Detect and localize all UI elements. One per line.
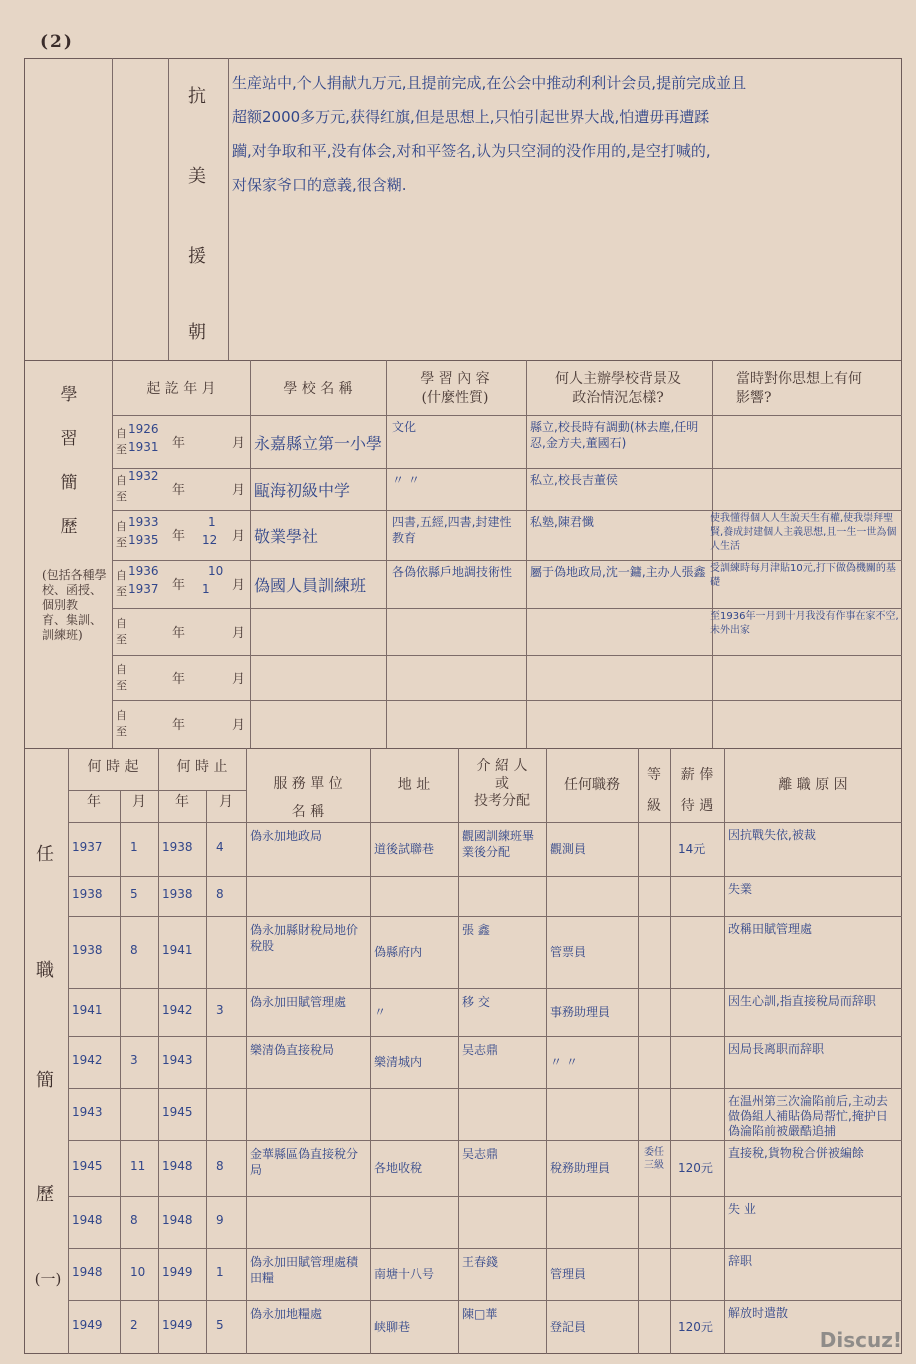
emp-introducer: 吴志鼎: [462, 1147, 499, 1161]
study-header-content: [386, 370, 524, 408]
grid-line-v: [112, 58, 113, 360]
study-row-prefix: 自至: [116, 709, 127, 738]
emp-position: 〃 〃: [550, 1055, 578, 1069]
study-header-content-line2: (什麼性質): [421, 389, 489, 406]
grid-line-v: [712, 360, 713, 748]
study-row-month-word: 月: [232, 578, 246, 593]
label-char: 美: [188, 166, 206, 187]
emp-end-month: 8: [216, 887, 224, 901]
label-char: 習: [60, 429, 78, 449]
study-content: 四書,五經,四書,封建性教育: [392, 515, 512, 545]
study-row-month-word: 月: [232, 435, 246, 451]
study-row-year-word: 年: [172, 483, 186, 498]
study-row-year-word: 年: [172, 718, 186, 733]
emp-start-year: 1948: [72, 1213, 103, 1227]
study-from-year: 1936: [128, 564, 159, 578]
study-row-month-word: 月: [232, 671, 246, 687]
emp-header-end-month: 月: [219, 794, 233, 810]
page-number: (2): [40, 32, 74, 52]
grid-line-h: [112, 655, 902, 656]
study-content: 〃 〃: [392, 473, 420, 487]
grid-line-h: [24, 748, 902, 749]
label-char: 朝: [188, 322, 206, 343]
grid-line-v: [638, 748, 639, 1354]
emp-position: 稅務助理員: [550, 1161, 611, 1175]
emp-header-salary-line2: 待 遇: [680, 797, 714, 814]
study-header-content-line1: 學 習 內 容: [420, 371, 490, 387]
study-background: 私立,校長吉董侯: [530, 473, 618, 487]
emp-end-year: 1945: [162, 1105, 193, 1119]
study-row-prefix: 自至: [116, 520, 127, 549]
grid-line-h: [112, 468, 902, 469]
study-row-year-word: 年: [172, 529, 186, 544]
emp-start-month: 1: [130, 840, 138, 854]
study-to-month: 12: [202, 533, 218, 547]
grid-line-h: [68, 988, 902, 989]
study-school: 敬業學社: [254, 527, 319, 546]
grid-line-v: [112, 360, 113, 748]
emp-start-month: 2: [130, 1318, 138, 1332]
emp-header-grade-line2: 級: [647, 797, 661, 814]
grid-line-h: [68, 1088, 902, 1089]
emp-end-year: 1949: [162, 1265, 193, 1279]
emp-start-month: 8: [130, 943, 138, 957]
emp-unit: 金華縣區偽直接稅分局: [250, 1147, 359, 1177]
study-row-prefix: 自至: [116, 662, 127, 692]
grid-line-v: [158, 748, 159, 1354]
emp-address: 偽縣府内: [374, 945, 423, 959]
emp-end-month: 4: [216, 840, 224, 854]
grid-line-h: [112, 415, 902, 416]
emp-start-year: 1941: [72, 1003, 103, 1017]
grid-line-h: [112, 560, 902, 561]
study-row-prefix: 自至: [116, 426, 127, 456]
emp-introducer: 觀國訓練班畢業後分配: [462, 829, 535, 859]
emp-introducer: 吴志鼎: [462, 1043, 499, 1057]
emp-end-month: 1: [216, 1265, 224, 1279]
study-note: [42, 568, 112, 643]
study-note-line1: (包括各種學校、函授、個別教: [42, 568, 107, 612]
grid-line-h: [68, 876, 902, 877]
emp-header-introducer: [458, 758, 546, 811]
study-background: 縣立,校長時有調動(林去塵,任明忍,金方夫,董國石): [530, 420, 699, 450]
grid-line-v: [228, 58, 229, 360]
label-char: 任: [36, 844, 54, 865]
emp-salary: 120元: [678, 1320, 713, 1334]
emp-position: 管票員: [550, 945, 587, 959]
emp-end-year: 1948: [162, 1159, 193, 1173]
emp-reason: 因生心訓,指直接稅局而辞职: [728, 994, 876, 1008]
study-influence: 至1936年一月到十月我没有作事在家不空,未外出家: [710, 611, 899, 636]
emp-header-start-year: 年: [87, 794, 101, 810]
study-content: 文化: [392, 420, 417, 434]
grid-line-v: [386, 360, 387, 748]
study-header-influence-line1: 當時對你思想上有何: [736, 371, 862, 387]
study-row-month-word: 月: [232, 625, 246, 641]
grid-line-v: [120, 790, 121, 1354]
study-from-year: 1926: [128, 421, 159, 436]
emp-introducer: 移 交: [462, 995, 490, 1009]
study-to-year: 1937: [128, 582, 159, 596]
study-to-year: 1935: [128, 533, 159, 547]
study-background: 私塾,陳君懺: [530, 515, 594, 529]
study-school: 偽國人員訓練班: [254, 576, 367, 595]
emp-unit: 偽永加地糧處: [250, 1307, 323, 1321]
emp-salary: 14元: [678, 842, 706, 856]
grid-line-v: [68, 748, 69, 1354]
emp-start-year: 1948: [72, 1265, 103, 1279]
label-char: 簡: [36, 1070, 54, 1091]
emp-address: 南塘十八号: [374, 1267, 435, 1281]
emp-grade: 委任三級: [644, 1147, 664, 1171]
emp-start-year: 1942: [72, 1053, 103, 1067]
emp-header-address: 地 址: [397, 777, 431, 793]
emp-start-month: 8: [130, 1213, 138, 1227]
emp-unit: 偽永加田賦管理處積田糧: [250, 1255, 359, 1285]
grid-line-v: [526, 360, 527, 748]
grid-line-v: [206, 790, 207, 1354]
study-from-year: 1932: [128, 469, 159, 483]
emp-reason: 失業: [728, 882, 753, 896]
emp-header-unit-line1: 服 務 單 位: [273, 776, 343, 792]
study-header-influence: [712, 370, 902, 408]
emp-end-month: 9: [216, 1213, 224, 1227]
emp-salary: 120元: [678, 1161, 713, 1175]
study-header-school: 學 校 名 稱: [283, 381, 353, 397]
emp-address: 各地收稅: [374, 1161, 423, 1175]
emp-introducer: 張 鑫: [462, 923, 490, 937]
emp-end-year: 1948: [162, 1213, 193, 1227]
study-from-year: 1933: [128, 515, 159, 529]
study-row-prefix: 自至: [116, 474, 127, 503]
study-from-month: 1: [208, 515, 216, 529]
study-header-background-line2: 政治情況怎樣?: [572, 389, 664, 406]
emp-header-start: 何 時 起: [87, 759, 139, 775]
anti-us-text: [232, 66, 896, 202]
emp-header-grade-line1: 等: [647, 767, 661, 783]
emp-end-year: 1938: [162, 840, 193, 854]
emp-header-end: 何 時 止: [176, 759, 228, 775]
study-influence: 使我懂得個人人生說天生有權,使我崇拜聖賢,養成封建個人主義思想,且一生一世為個人生活: [710, 513, 897, 552]
emp-address: 〃: [374, 1005, 387, 1019]
grid-line-v: [250, 360, 251, 748]
emp-reason: 辞职: [728, 1254, 753, 1268]
label-char: 抗: [188, 86, 206, 107]
emp-end-year: 1949: [162, 1318, 193, 1332]
grid-line-h: [24, 360, 902, 361]
label-char: 學: [60, 385, 78, 405]
grid-line-v: [670, 748, 671, 1354]
emp-reason: 直接稅,貨物稅合併被編餘: [728, 1146, 864, 1160]
emp-unit: 偽永加縣財稅局地价稅股: [250, 923, 359, 953]
emp-header-salary: [670, 760, 724, 822]
study-from-month: 10: [208, 564, 224, 578]
emp-end-year: 1942: [162, 1003, 193, 1017]
emp-introducer: 王春錢: [462, 1255, 499, 1269]
anti-us-text-line: 对保家爷口的意義,很含糊.: [232, 176, 407, 194]
study-background: 屬于偽地政局,沈一鏞,主办人張鑫: [530, 565, 706, 579]
study-row-year-word: 年: [172, 671, 186, 687]
study-row-month-word: 月: [232, 529, 246, 544]
emp-position: 管理員: [550, 1267, 587, 1281]
emp-address: 道後試聯巷: [374, 842, 435, 856]
anti-us-text-line: 躏,对争取和平,没有体会,对和平签名,认为只空洞的没作用的,是空打喊的,: [232, 142, 711, 160]
emp-introducer: 陳□華: [462, 1307, 498, 1321]
emp-header-intro-line2: 或: [495, 775, 509, 792]
emp-position: 登記員: [550, 1320, 587, 1334]
emp-header-salary-line1: 薪 俸: [680, 767, 714, 783]
grid-line-v: [168, 58, 169, 360]
grid-line-v: [546, 748, 547, 1354]
emp-end-year: 1941: [162, 943, 193, 957]
watermark-logo: Discuz!: [819, 1328, 902, 1352]
study-school: 永嘉縣立第一小學: [254, 433, 383, 453]
grid-line-h: [112, 608, 902, 609]
anti-us-text-line: 超额2000多万元,获得红旗,但是思想上,只怕引起世界大战,怕遭毋再遭蹂: [232, 108, 710, 126]
emp-header-intro-line1: 介 紹 人: [476, 758, 528, 774]
anti-us-text-line: 生産站中,个人捐献九万元,且提前完成,在公会中推动利利计会员,提前完成並且: [232, 74, 747, 92]
emp-start-year: 1938: [72, 887, 103, 901]
emp-reason: 解放时遣散: [728, 1306, 789, 1320]
emp-header-end-year: 年: [175, 794, 189, 810]
label-char: 職: [36, 960, 54, 981]
study-to-year: 1931: [128, 439, 159, 454]
grid-line-h: [68, 916, 902, 917]
study-row-year-word: 年: [172, 435, 186, 451]
grid-line-h: [68, 1300, 902, 1301]
study-header-period: 起 訖 年 月: [146, 381, 216, 397]
emp-start-year: 1938: [72, 943, 103, 957]
emp-start-month: 10: [130, 1265, 146, 1279]
employment-part-label: (一): [34, 1270, 62, 1288]
study-row-year-word: 年: [172, 578, 186, 593]
study-school: 甌海初級中学: [254, 481, 351, 500]
emp-start-month: 5: [130, 887, 138, 901]
emp-start-year: 1943: [72, 1105, 103, 1119]
emp-reason: 在温州第三次淪陷前后,主动去做偽組人補貼偽局帮忙,掩护日偽淪陷前被嚴酷追捕: [728, 1094, 888, 1138]
emp-start-year: 1945: [72, 1159, 103, 1173]
label-char: 援: [188, 246, 206, 267]
grid-line-h: [68, 1140, 902, 1141]
label-char: 歷: [36, 1184, 54, 1205]
emp-header-grade: [638, 760, 670, 822]
emp-reason: 因局長离职而辞职: [728, 1042, 825, 1056]
grid-line-v: [458, 748, 459, 1354]
study-row-year-word: 年: [172, 625, 186, 641]
emp-reason: 因抗戰失依,被裁: [728, 828, 816, 842]
study-row-prefix: 自至: [116, 616, 127, 646]
emp-header-unit: [246, 770, 370, 826]
emp-header-intro-line3: 投考分配: [474, 793, 530, 809]
emp-end-year: 1943: [162, 1053, 193, 1067]
study-to-month: 1: [202, 582, 210, 596]
emp-header-unit-line2: 名 稱: [291, 804, 325, 820]
emp-unit: 偽永加田賦管理處: [250, 995, 347, 1009]
emp-position: 觀測員: [550, 842, 587, 856]
emp-start-month: 11: [130, 1159, 146, 1173]
emp-end-month: 8: [216, 1159, 224, 1173]
emp-unit: 樂清偽直接稅局: [250, 1043, 335, 1057]
grid-line-h: [68, 1036, 902, 1037]
emp-header-reason: 離 職 原 因: [778, 777, 848, 793]
grid-line-h: [112, 700, 902, 701]
emp-address: 樂清城内: [374, 1055, 423, 1069]
study-row-prefix: 自至: [116, 569, 127, 598]
grid-line-v: [246, 748, 247, 1354]
study-note-line2: 育、集訓、訓練班): [42, 613, 103, 642]
grid-line-h: [68, 822, 902, 823]
grid-line-h: [68, 790, 246, 791]
emp-reason: 改稱田賦管理處: [728, 922, 813, 936]
grid-line-h: [68, 1248, 902, 1249]
study-header-influence-line2: 影響?: [736, 389, 772, 406]
study-influence: 受訓練時每月津貼10元,打下做偽機關的基礎: [710, 563, 896, 588]
emp-address: 峡聊巷: [374, 1320, 411, 1334]
grid-line-v: [724, 748, 725, 1354]
emp-end-year: 1938: [162, 887, 193, 901]
study-content: 各偽依縣戶地調技術性: [392, 565, 513, 579]
study-header-background: [526, 370, 710, 408]
emp-start-year: 1949: [72, 1318, 103, 1332]
grid-line-h: [112, 510, 902, 511]
emp-position: 事務助理員: [550, 1005, 611, 1019]
emp-unit: 偽永加地政局: [250, 829, 323, 843]
emp-end-month: 5: [216, 1318, 224, 1332]
label-char: 歷: [60, 517, 78, 537]
emp-start-year: 1937: [72, 840, 103, 854]
emp-header-start-month: 月: [132, 794, 146, 810]
emp-header-position: 任何職務: [564, 777, 620, 793]
study-row-month-word: 月: [232, 483, 246, 498]
label-char: 簡: [60, 473, 78, 493]
emp-end-month: 3: [216, 1003, 224, 1017]
grid-line-v: [370, 748, 371, 1354]
grid-line-h: [68, 1196, 902, 1197]
emp-reason: 失 业: [728, 1202, 756, 1216]
study-row-month-word: 月: [232, 718, 246, 733]
study-header-background-line1: 何人主辦學校背景及: [555, 371, 681, 387]
emp-start-month: 3: [130, 1053, 138, 1067]
